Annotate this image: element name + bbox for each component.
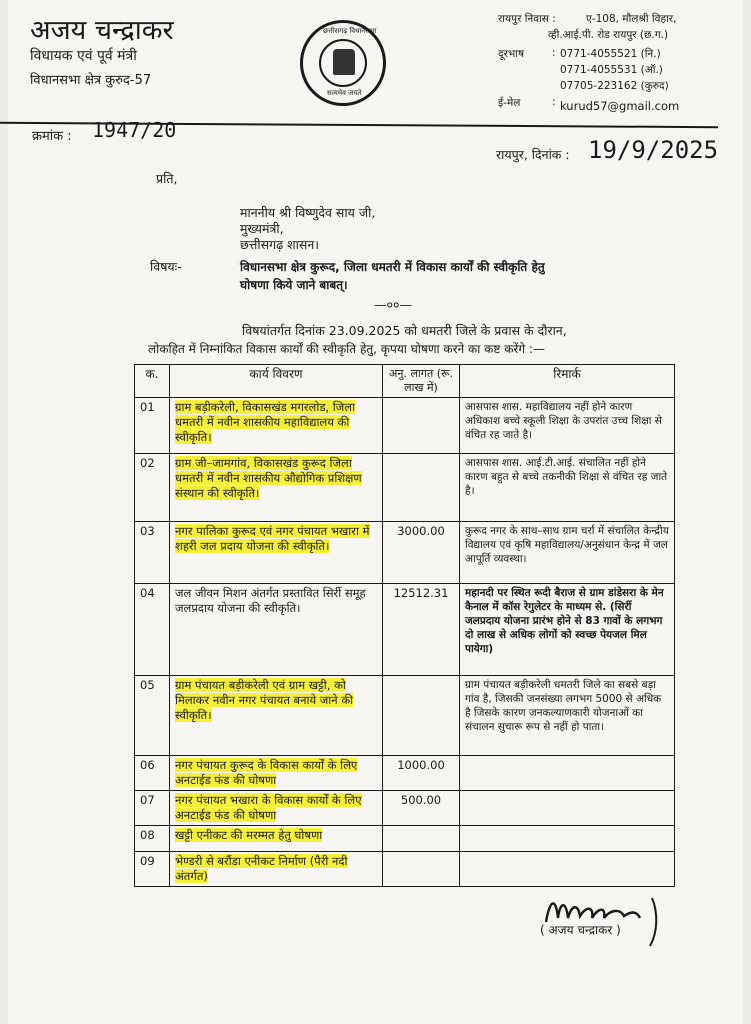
row-cost: 12512.31 <box>383 584 460 676</box>
table-row <box>135 398 675 454</box>
table-row <box>135 791 675 826</box>
date-label: रायपुर, दिनांक : <box>496 147 570 162</box>
address-label: रायपुर निवास : <box>498 13 556 25</box>
table-row <box>135 522 675 584</box>
row-cost: 1000.00 <box>383 756 460 791</box>
row-remarks <box>460 791 675 826</box>
table-row <box>135 826 675 852</box>
sender-name: अजय चन्द्राकर <box>30 15 174 46</box>
seal-text-top: छत्तीसगढ़ विधानसभा <box>323 27 377 35</box>
row-desc: नगर पालिका कुरूद एवं नगर पंचायत भखारा में शहरी जल प्रदाय योजना की स्वीकृति। <box>175 524 370 553</box>
row-num: 01 <box>135 398 170 454</box>
assembly-seal <box>300 20 386 106</box>
row-remarks <box>460 756 675 791</box>
row-num: 05 <box>135 676 170 756</box>
row-num: 03 <box>135 522 170 584</box>
handwritten-signature <box>540 888 670 948</box>
row-remarks: ग्राम पंचायत बड़ीकरेली धमतरी जिले का सबसे बड़ा गांव है, जिसकी जनसंख्या लगभग 5000 से अधिक है जिसके कारण जनकल्याणकारी योजनाओं का संचालन सुचारू रूप से नहीं हो पाता। <box>460 676 675 756</box>
row-remarks <box>460 826 675 852</box>
addressee-line3: छत्तीसगढ़ शासन। <box>240 237 319 252</box>
row-cost <box>383 676 460 756</box>
phone-2: 0771-4055531 (ऑ.) <box>560 64 663 76</box>
ref-number-value: 1947/20 <box>92 118 177 142</box>
header-num: क. <box>135 365 170 398</box>
header-remarks: रिमार्क <box>460 365 675 398</box>
row-desc: जल जीवन मिशन अंतर्गत प्रस्तावित सिर्री समूह जलप्रदाय योजना की स्वीकृति। <box>170 584 383 676</box>
table-row <box>135 454 675 522</box>
row-cost <box>383 826 460 852</box>
row-num: 04 <box>135 584 170 676</box>
seal-text-bottom: सत्यमेव जयते <box>327 89 362 97</box>
table-row <box>135 584 675 676</box>
row-remarks: कुरूद नगर के साथ–साथ ग्राम चर्रा में संचालित केन्द्रीय विद्यालय एवं कृषि महाविद्यालय/अनुसंधान केन्द्र में जल आपूर्ति व्यवस्था। <box>460 522 675 584</box>
subject-line1: विधानसभा क्षेत्र कुरूद, जिला धमतरी में विकास कार्यों की स्वीकृति हेतु <box>240 260 545 274</box>
row-cost <box>383 454 460 522</box>
row-num: 09 <box>135 852 170 887</box>
email-label: ई-मेल <box>498 97 521 109</box>
emblem-icon <box>333 49 355 75</box>
table-header-row <box>135 365 675 398</box>
subject-line2: घोषणा किये जाने बाबत्। <box>240 278 348 292</box>
intro-line2: लोकहित में निम्नांकित विकास कार्यों की स्वीकृति हेतु, कृपया घोषणा करने का कष्ट करेंगे :— <box>148 342 545 356</box>
row-remarks: महानदी पर स्थित रूदी बैराज से ग्राम डांडेसरा के मेन कैनाल में कॉस रेगुलेटर के माध्यम से. (सिर्री जलप्रदाय योजना प्रारंभ होने से 83 गावों के लगभग दो लाख से अधिक लोगों को स्वच्छ पेयजल मिल पायेगा) <box>460 584 675 676</box>
row-remarks: आसपास शास. आई.टी.आई. संचालित नहीं होने कारण बहुत से बच्चे तकनीकी शिक्षा से वंचित रह जाते है। <box>460 454 675 522</box>
row-desc: भेण्डरी से बरौंडा एनीकट निर्माण (पैरी नदी अंतर्गत) <box>175 854 348 883</box>
header-desc: कार्य विवरण <box>170 365 383 398</box>
prati-label: प्रति, <box>156 171 178 186</box>
row-remarks: आसपास शास. महाविद्यालय नहीं होने कारण अधिकाश बच्चे स्कूली शिक्षा के उपरांत उच्च शिक्षा से वंचित रह जाते है। <box>460 398 675 454</box>
row-desc: नगर पंचायत कुरूद के विकास कार्यों के लिए अनटाईड फंड की घोषणा <box>175 758 358 787</box>
table-row <box>135 676 675 756</box>
phone-1: 0771-4055521 (नि.) <box>560 48 661 60</box>
addressee-line2: मुख्यमंत्री, <box>240 221 284 236</box>
row-cost <box>383 398 460 454</box>
subject-divider: —००— <box>374 297 413 312</box>
phone-3: 07705-223162 (कुरुद) <box>560 80 669 92</box>
row-num: 06 <box>135 756 170 791</box>
phone-label: दूरभाष <box>498 48 525 60</box>
sender-constituency: विधानसभा क्षेत्र कुरुद-57 <box>30 73 152 88</box>
row-desc: ग्राम पंचायत बड़ीकरेली एवं ग्राम खट्टी, को मिलाकर नवीन नगर पंचायत बनाये जाने की स्वीकृति। <box>175 678 354 722</box>
row-desc: ग्राम जी–जामगांव, विकासखंड कुरूद जिला धमतरी में नवीन शासकीय औद्योगिक प्रशिक्षण संस्थान की स्वीकृति। <box>175 456 362 500</box>
signatory-name: ( अजय चन्द्राकर ) <box>540 923 621 937</box>
header-cost: अनु. लागत (रू. लाख में) <box>383 365 460 398</box>
date-value: 19/9/2025 <box>588 136 719 164</box>
intro-line1: विषयांतर्गत दिनांक 23.09.2025 को धमतरी जिले के प्रवास के दौरान, <box>242 323 567 338</box>
address-line2: व्ही.आई.पी. रोड रायपुर (छ.ग.) <box>548 29 669 41</box>
row-remarks <box>460 852 675 887</box>
row-cost: 3000.00 <box>383 522 460 584</box>
row-desc: खट्टी एनीकट की मरम्मत हेतु घोषणा <box>175 828 323 842</box>
works-table <box>134 364 675 887</box>
ref-number-label: क्रमांक : <box>32 129 72 144</box>
row-desc: ग्राम बड़ीकरेली, विकासखंड मगरलोड, जिला धमतरी में नवीन शासकीय महाविद्यालय की स्वीकृति। <box>175 400 356 444</box>
row-num: 07 <box>135 791 170 826</box>
row-num: 02 <box>135 454 170 522</box>
row-num: 08 <box>135 826 170 852</box>
table-row <box>135 852 675 887</box>
address-line1: ए-108, मौलश्री विहार, <box>586 13 677 25</box>
row-cost: 500.00 <box>383 791 460 826</box>
table-row <box>135 756 675 791</box>
subject-label: विषयः- <box>150 259 182 274</box>
email-address[interactable]: kurud57@gmail.com <box>560 99 680 113</box>
row-desc: नगर पंचायत भखारा के विकास कार्यों के लिए अनटाईड फंड की घोषणा <box>175 793 362 822</box>
sender-designation: विधायक एवं पूर्व मंत्री <box>30 48 137 64</box>
row-cost <box>383 852 460 887</box>
addressee-line1: माननीय श्री विष्णुदेव साय जी, <box>240 205 376 220</box>
